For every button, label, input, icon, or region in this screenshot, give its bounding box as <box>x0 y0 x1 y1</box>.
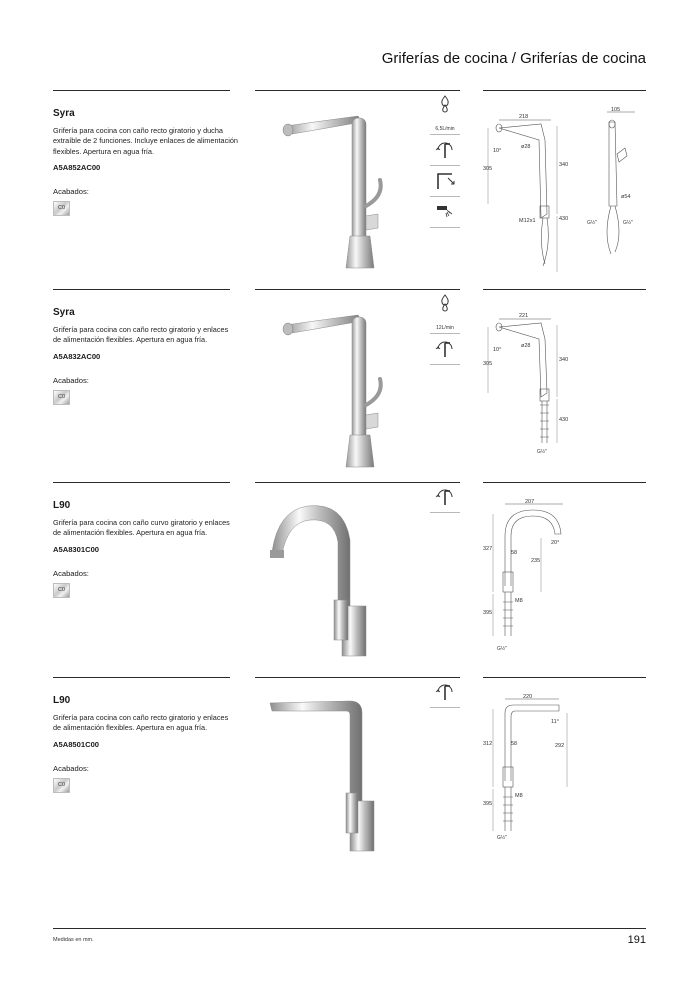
technical-drawing <box>483 486 648 666</box>
dim-thread: M8 <box>515 598 523 604</box>
product-code: A5A832AC00 <box>53 351 101 361</box>
product-description: Grifería para cocina con caño recto giratorio y enlaces de alimentación flexibles. Apertura en agua fría. <box>53 325 229 345</box>
dim-width: 221 <box>519 313 529 319</box>
product-section-3 <box>0 482 700 672</box>
product-code: A5A8501C00 <box>53 739 100 749</box>
divider <box>483 482 646 483</box>
dim-h3: 292 <box>555 743 565 749</box>
flow-rate-label: 12L/min <box>436 325 454 331</box>
dim-angle: 11° <box>551 719 559 725</box>
finishes-label: Acabados: <box>53 568 89 578</box>
dim-h2: 58 <box>511 741 518 747</box>
dim-angle: 10° <box>493 347 502 353</box>
technical-drawing <box>483 94 648 274</box>
page-number: 191 <box>627 934 646 946</box>
swivel-spout-icon <box>430 677 460 708</box>
product-info <box>53 108 238 216</box>
spray-function-icon <box>430 197 460 228</box>
dim-thread: M12x1 <box>519 218 536 224</box>
product-name: L90 <box>53 500 71 511</box>
dim-side-width: 105 <box>611 107 621 113</box>
dim-h1: 305 <box>483 361 493 367</box>
dim-width: 218 <box>519 114 529 120</box>
product-name: Syra <box>53 307 75 318</box>
dim-side-diam: ø54 <box>621 194 631 200</box>
product-description: Grifería para cocina con caño recto giratorio y ducha extraíble de 2 funciones. Incluye enlaces de alimentación flexibles. Apertura en agua fría. <box>53 126 238 156</box>
finish-swatch: C0 <box>53 778 70 793</box>
dim-thread: M8 <box>515 793 523 799</box>
technical-drawing <box>483 681 648 861</box>
divider <box>483 90 646 91</box>
dim-h2: 58 <box>511 550 518 556</box>
dim-width: 207 <box>525 499 535 505</box>
footer-note: Medidas en mm. <box>53 937 94 943</box>
dim-g2: G½" <box>623 220 633 226</box>
flow-rate-icon <box>430 90 460 135</box>
finishes-label: Acabados: <box>53 763 89 773</box>
dim-g1: G½" <box>587 220 597 226</box>
dim-h2: 340 <box>559 162 569 168</box>
page-title: Griferías de cocina / Griferías de cocina <box>381 50 646 67</box>
dim-width: 220 <box>523 694 533 700</box>
product-info <box>53 500 238 598</box>
feature-icons <box>430 677 460 708</box>
dim-h3: 430 <box>559 417 569 423</box>
divider <box>483 289 646 290</box>
finish-swatch: C0 <box>53 201 70 216</box>
finish-swatch: C0 <box>53 390 70 405</box>
dim-thread: G½" <box>537 449 547 455</box>
divider <box>53 677 230 678</box>
dim-angle: 20° <box>551 540 560 546</box>
dim-h3: 430 <box>559 216 569 222</box>
dim-g: G½" <box>497 646 507 652</box>
product-code: A5A8301C00 <box>53 544 100 554</box>
product-photo <box>258 295 418 475</box>
product-section-1 <box>0 90 700 280</box>
dim-angle: 10° <box>493 148 502 154</box>
finish-swatch: C0 <box>53 583 70 598</box>
dim-h1: 312 <box>483 741 493 747</box>
divider <box>483 677 646 678</box>
flow-rate-label: 6,5L/min <box>435 126 455 132</box>
product-photo <box>258 96 418 276</box>
swivel-spout-icon <box>430 135 460 166</box>
feature-icons <box>430 482 460 513</box>
product-description: Grifería para cocina con caño recto giratorio y enlaces de alimentación flexibles. Apertura en agua fría. <box>53 713 229 733</box>
finishes-label: Acabados: <box>53 375 89 385</box>
dim-h4: 395 <box>483 801 493 807</box>
product-info <box>53 695 238 793</box>
product-photo <box>258 683 418 863</box>
finishes-label: Acabados: <box>53 187 89 197</box>
dim-g: G½" <box>497 835 507 841</box>
dim-diameter: ø28 <box>521 343 531 349</box>
swivel-spout-icon <box>430 482 460 513</box>
dim-h1: 305 <box>483 166 493 172</box>
product-photo <box>258 488 418 668</box>
flow-rate-icon <box>430 289 460 334</box>
divider <box>53 482 230 483</box>
dim-h1: 327 <box>483 546 493 552</box>
feature-icons <box>430 90 460 228</box>
dim-h3: 235 <box>531 558 541 564</box>
divider <box>53 90 230 91</box>
swivel-spout-icon <box>430 334 460 365</box>
product-code: A5A852AC00 <box>53 163 101 173</box>
product-section-4 <box>0 677 700 867</box>
divider <box>53 289 230 290</box>
feature-icons <box>430 289 460 365</box>
product-name: Syra <box>53 108 75 119</box>
dim-h4: 395 <box>483 610 493 616</box>
product-name: L90 <box>53 695 71 706</box>
product-info <box>53 307 238 405</box>
product-section-2 <box>0 289 700 479</box>
footer-divider <box>53 928 646 929</box>
product-description: Grifería para cocina con caño curvo giratorio y enlaces de alimentación flexibles. Apertura en agua fría. <box>53 518 230 538</box>
dim-h2: 340 <box>559 357 569 363</box>
technical-drawing <box>483 293 648 473</box>
dim-diameter: ø28 <box>521 144 531 150</box>
pull-out-icon <box>430 166 460 197</box>
